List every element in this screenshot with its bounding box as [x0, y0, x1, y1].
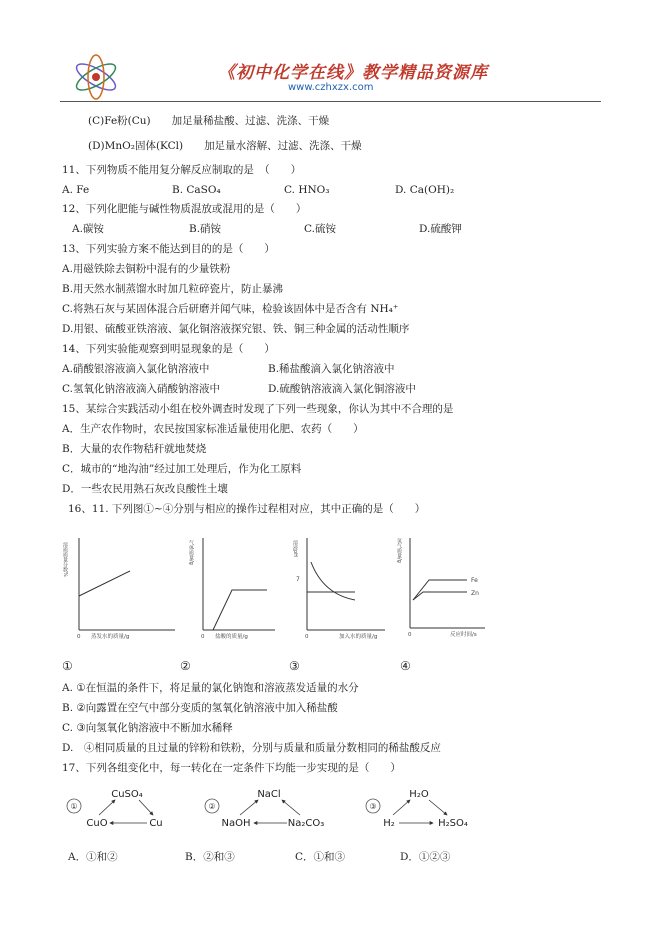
- q17-option-a: A．①和②: [68, 851, 118, 863]
- reaction-1-num: ①: [70, 802, 78, 811]
- graph-4-legend-zn: Zn: [471, 590, 479, 597]
- graph-2-xlabel: 盐酸的质量/g: [215, 634, 248, 640]
- reaction-1-arrow-left-top: [99, 800, 115, 815]
- reaction-2-right: Na₂CO₃: [287, 818, 325, 829]
- reaction-3-arrow-top-right: [429, 800, 447, 815]
- q17-option-c: C．①和③: [295, 851, 346, 863]
- q12-option-b: B.硝铵: [189, 223, 222, 235]
- q11-option-a: A. Fe: [62, 184, 90, 196]
- q12-option-d: D.硫酸钾: [419, 223, 462, 235]
- question-13: 13、下列实验方案不能达到目的的是（ ）: [62, 243, 275, 255]
- reaction-2-top: NaCl: [257, 789, 281, 800]
- graph-1-line: [79, 571, 130, 596]
- graph-4: [396, 537, 485, 638]
- reaction-2-arrow-right-top: [282, 800, 300, 815]
- q14-option-c: C.氢氧化钠溶液滴入硝酸钠溶液中: [62, 383, 220, 395]
- graph-label-3: ③: [289, 659, 300, 673]
- reaction-3-num: ③: [369, 802, 377, 811]
- graph-label-2: ②: [180, 659, 191, 673]
- q17-option-b: B．②和③: [185, 851, 235, 863]
- graph-2: [188, 538, 275, 640]
- reaction-2-num: ②: [208, 802, 216, 811]
- q13-option-b: B.用天然水制蒸馏水时加几粒碎瓷片，防止暴沸: [62, 283, 284, 295]
- reaction-1-right: Cu: [149, 818, 163, 829]
- graph-label-4: ④: [400, 659, 411, 673]
- q15-option-c: C．城市的“地沟油”经过加工处理后，作为化工原料: [62, 463, 302, 475]
- reaction-3-top: H₂O: [409, 789, 429, 800]
- q14-option-a: A.硝酸银溶液滴入氯化钠溶液中: [62, 363, 210, 375]
- graph-label-1: ①: [62, 659, 73, 673]
- q16-option-b: B. ②向露置在空气中部分变质的氢氧化钠溶液中加入稀盐酸: [62, 702, 338, 714]
- question-11: 11、下列物质不能用复分解反应制取的是 （ ）: [62, 164, 302, 176]
- q16-option-d: D. ④相同质量的且过量的锌粉和铁粉，分别与质量和质量分数相同的稀盐酸反应: [62, 742, 441, 754]
- reaction-3-right: H₂SO₄: [438, 818, 468, 829]
- atom-logo-icon: [70, 52, 122, 102]
- reaction-1-left: CuO: [86, 818, 108, 829]
- reaction-2: [205, 789, 324, 829]
- question-16: 16、11. 下列图①~④分别与相应的操作过程相对应，其中正确的是（ ）: [68, 503, 426, 515]
- reaction-2-arrow-left-top: [240, 800, 258, 815]
- q12-option-a: A.碳铵: [72, 223, 104, 235]
- q17-option-d: D．①②③: [400, 851, 451, 863]
- graph-1-xlabel: 蒸发水的质量/g: [91, 634, 130, 640]
- graph-1: [62, 538, 175, 640]
- graph-3-origin: 0: [305, 634, 309, 640]
- q13-option-d: D.用银、硫酸亚铁溶液、氯化铜溶液探究银、铁、铜三种金属的活动性顺序: [62, 323, 410, 335]
- q11-option-c: C. HNO₃: [284, 184, 330, 196]
- q15-option-a: A．生产农作物时，农民按国家标准适量使用化肥、农药（ ）: [62, 423, 364, 435]
- q16-option-c: C. ③向氢氧化钠溶液中不断加水稀释: [62, 722, 233, 734]
- reactions-row: [55, 784, 495, 840]
- option-d: (D)MnO₂固体(KCl) 加足量水溶解、过滤、洗涤、干燥: [88, 140, 362, 152]
- q13-option-c: C.将熟石灰与某固体混合后研磨并闻气味，检验该固体中是否含有 NH₄⁺: [62, 303, 399, 315]
- option-c: (C)Fe粉(Cu) 加足量稀盐酸、过滤、洗涤、干燥: [88, 115, 330, 127]
- question-17: 17、下列各组变化中，每一转化在一定条件下均能一步实现的是（ ）: [62, 762, 401, 774]
- reaction-1: [67, 789, 163, 829]
- graph-2-ylabel: 气体质量/g: [188, 540, 194, 565]
- graph-4-xlabel: 反应时间/s: [450, 632, 477, 638]
- reaction-2-left: NaOH: [221, 818, 251, 829]
- header-title: 《初中化学在线》教学精品资源库: [218, 63, 488, 83]
- reaction-1-arrow-top-right: [139, 800, 153, 815]
- graph-3-curve: [311, 562, 355, 600]
- q11-option-d: D. Ca(OH)₂: [395, 184, 455, 196]
- graph-2-line: [213, 590, 267, 630]
- header-url: www.czhxzx.com: [288, 82, 374, 93]
- graph-4-legend-fe: Fe: [471, 577, 478, 584]
- header-logo: [70, 52, 122, 102]
- graph-3-ylabel: 溶液pH: [292, 540, 298, 557]
- question-15: 15、某综合实践活动小组在校外调查时发现了下列一些现象，你认为其中不合理的是: [62, 403, 454, 415]
- graph-2-origin: 0: [201, 634, 205, 640]
- reaction-3-left: H₂: [383, 818, 395, 829]
- graph-1-origin: 0: [77, 634, 81, 640]
- q12-option-c: C.硫铵: [304, 223, 336, 235]
- reaction-3-arrow-left-top: [393, 800, 410, 815]
- graph-3-tick-7: 7: [296, 576, 300, 583]
- q15-option-d: D．一些农民用熟石灰改良酸性土壤: [62, 483, 228, 495]
- graph-4-line-zn: [413, 592, 467, 600]
- q14-option-b: B.稀盐酸滴入氯化钠溶液中: [268, 363, 395, 375]
- graphs-row: [55, 528, 495, 650]
- graph-1-ylabel: 溶质质量分数%: [62, 542, 68, 577]
- q15-option-b: B．大量的农作物秸秆就地焚烧: [62, 443, 207, 455]
- q14-option-d: D.硫酸钠溶液滴入氯化铜溶液中: [268, 383, 416, 395]
- graph-4-origin: 0: [408, 632, 412, 638]
- graph-4-ylabel: 氢气质量/g: [396, 538, 402, 563]
- question-14: 14、下列实验能观察到明显现象的是（ ）: [62, 343, 275, 355]
- q13-option-a: A.用磁铁除去铜粉中混有的少量铁粉: [62, 263, 231, 275]
- question-12: 12、下列化肥能与碱性物质混放或混用的是（ ）: [62, 203, 307, 215]
- reaction-1-top: CuSO₄: [111, 789, 143, 800]
- header-divider: [60, 101, 601, 102]
- q11-option-b: B. CaSO₄: [172, 184, 221, 196]
- graph-4-line-fe: [413, 580, 467, 600]
- graph-3: [292, 538, 385, 640]
- q16-option-a: A. ①在恒温的条件下，将足量的氯化钠饱和溶液蒸发适量的水分: [62, 682, 359, 694]
- reaction-3: [366, 789, 468, 829]
- graph-3-xlabel: 加入水的质量/g: [339, 634, 378, 640]
